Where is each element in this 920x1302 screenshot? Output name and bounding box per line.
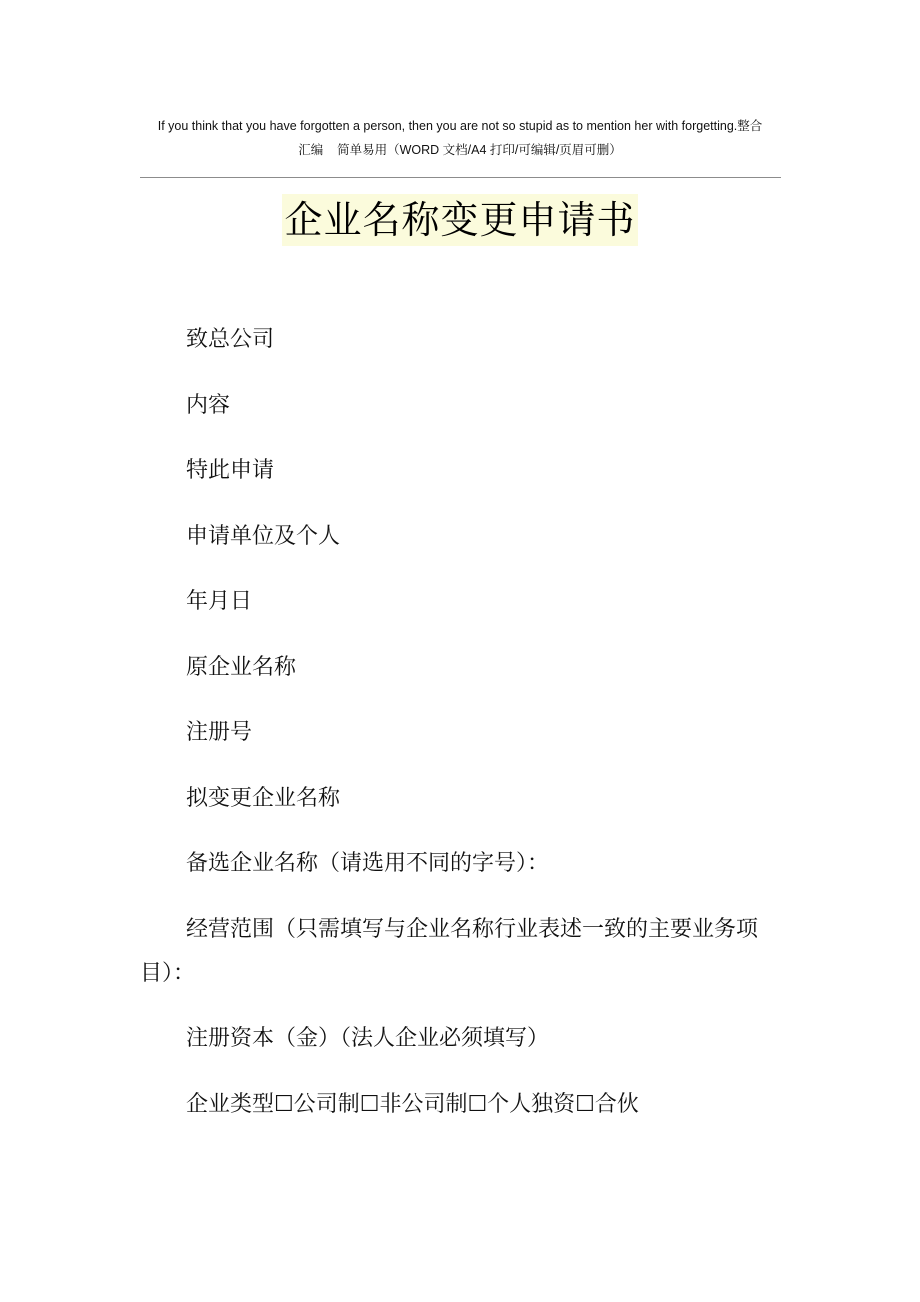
paragraph-enterprise-type: 企业类型☐公司制☐非公司制☐个人独资☐合伙: [186, 1091, 639, 1117]
paragraph-content: 内容: [186, 392, 231, 418]
paragraph-business-scope: 经营范围（只需填写与企业名称行业表述一致的主要业务项目）：: [140, 916, 759, 986]
paragraph-hereby-apply: 特此申请: [186, 458, 275, 483]
paragraph-alternative-name: 备选企业名称（请选用不同的字号）：: [186, 851, 550, 876]
paragraph-original-name: 原企业名称: [186, 654, 297, 680]
paragraph-registration-number: 注册号: [186, 720, 253, 745]
paragraph-proposed-name: 拟变更企业名称: [186, 785, 341, 811]
paragraph-date: 年月日: [186, 589, 253, 614]
document-body: [140, 318, 780, 1148]
paragraph-registered-capital: 注册资本（金）（法人企业必须填写）: [186, 1026, 550, 1051]
header-divider: [140, 177, 781, 178]
header-line-1: If you think that you have forgotten a person, then you are not so stupid as to mention her with forgetting.整合: [157, 119, 763, 133]
title-container: [0, 194, 920, 246]
header-line-2: 汇编 简单易用（WORD 文档/A4 打印/可编辑/页眉可删）: [298, 143, 622, 157]
document-title: 企业名称变更申请书: [282, 194, 637, 246]
paragraph-to-company: 致总公司: [186, 327, 275, 352]
page-header: [140, 114, 780, 162]
paragraph-applicant: 申请单位及个人: [186, 523, 341, 549]
